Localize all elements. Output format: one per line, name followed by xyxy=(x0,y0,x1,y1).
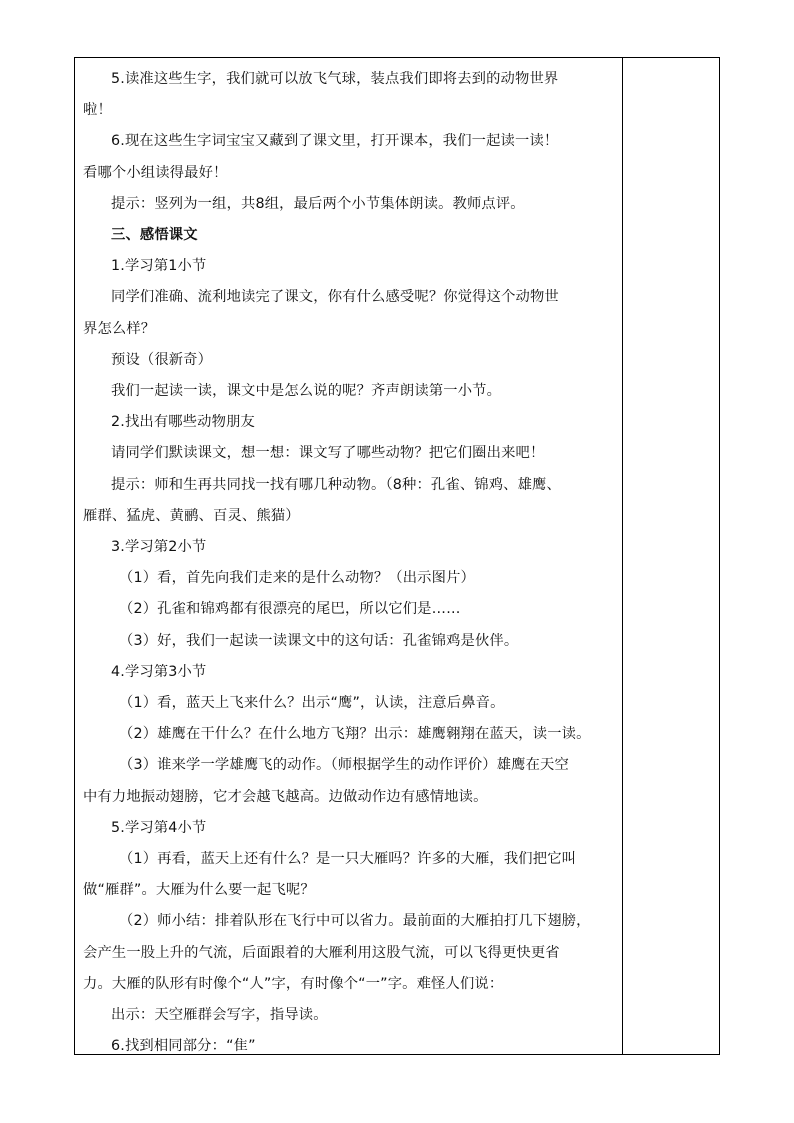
text-line: 中有力地振动翅膀，它才会越飞越高。边做动作边有感情地读。 xyxy=(83,788,488,805)
text-line: 我们一起读一读，课文中是怎么说的呢？齐声朗读第一小节。 xyxy=(111,383,502,399)
lesson-table xyxy=(74,57,720,1055)
text-line: 会产生一股上升的气流，后面跟着的大雁利用这股气流，可以飞得更快更省 xyxy=(83,944,560,961)
text-line: 雁群、猛虎、黄鹂、百灵、熊猫） xyxy=(83,507,300,524)
text-line: （1）看，蓝天上飞来什么？出示“鹰”，认读，注意后鼻音。 xyxy=(119,695,505,711)
section-heading: 三、感悟课文 xyxy=(111,227,198,243)
text-line: （1）看，首先向我们走来的是什么动物？（出示图片） xyxy=(119,570,475,587)
text-line: 力。大雁的队形有时像个“人”字，有时像个“一”字。难怪人们说： xyxy=(83,975,504,992)
text-line: 6.现在这些生字词宝宝又藏到了课文里，打开课本，我们一起读一读！ xyxy=(111,133,559,150)
text-line: 5.学习第4小节 xyxy=(111,819,207,836)
text-line: （2）师小结：排着队形在飞行中可以省力。最前面的大雁拍打几下翅膀， xyxy=(119,913,591,930)
text-line: 界怎么样？ xyxy=(83,320,156,337)
text-line: （3）谁来学一学雄鹰飞的动作。（师根据学生的动作评价）雄鹰在天空 xyxy=(119,757,569,774)
text-line: 同学们准确、流利地读完了课文，你有什么感受呢？你觉得这个动物世 xyxy=(111,289,559,306)
text-line: 出示：天空雁群会写字，指导读。 xyxy=(111,1007,328,1023)
text-line: 1.学习第1小节 xyxy=(111,258,207,275)
text-line: 做“雁群”。大雁为什么要一起飞呢？ xyxy=(83,882,315,899)
text-line: 6.找到相同部分：“隹” xyxy=(111,1038,256,1055)
text-line: （3）好，我们一起读一读课文中的这句话：孔雀锦鸡是伙伴。 xyxy=(119,632,519,649)
notes-cell xyxy=(623,58,719,1054)
text-line: （1）再看，蓝天上还有什么？是一只大雁吗？许多的大雁，我们把它叫 xyxy=(119,851,577,867)
text-line: 请同学们默读课文，想一想：课文写了哪些动物？把它们圈出来吧！ xyxy=(111,445,545,462)
text-line: 5.读准这些生字，我们就可以放飞气球，装点我们即将去到的动物世界 xyxy=(111,71,559,87)
text-line: 2.找出有哪些动物朋友 xyxy=(111,414,255,431)
text-line: 啦！ xyxy=(83,102,112,119)
text-line: （2）雄鹰在干什么？在什么地方飞翔？出示：雄鹰翱翔在蓝天，读一读。 xyxy=(119,726,591,743)
text-line: 看哪个小组读得最好！ xyxy=(83,164,228,181)
text-line: （2）孔雀和锦鸡都有很漂亮的尾巴，所以它们是…… xyxy=(119,601,461,618)
text-line: 3.学习第2小节 xyxy=(111,539,207,555)
text-line: 提示：竖列为一组，共8组，最后两个小节集体朗读。教师点评。 xyxy=(111,195,525,212)
text-line: 预设（很新奇） xyxy=(111,351,213,368)
text-line: 提示：师和生再共同找一找有哪几种动物。（8种：孔雀、锦鸡、雄鹰、 xyxy=(111,476,561,493)
text-line: 4.学习第3小节 xyxy=(111,663,207,680)
